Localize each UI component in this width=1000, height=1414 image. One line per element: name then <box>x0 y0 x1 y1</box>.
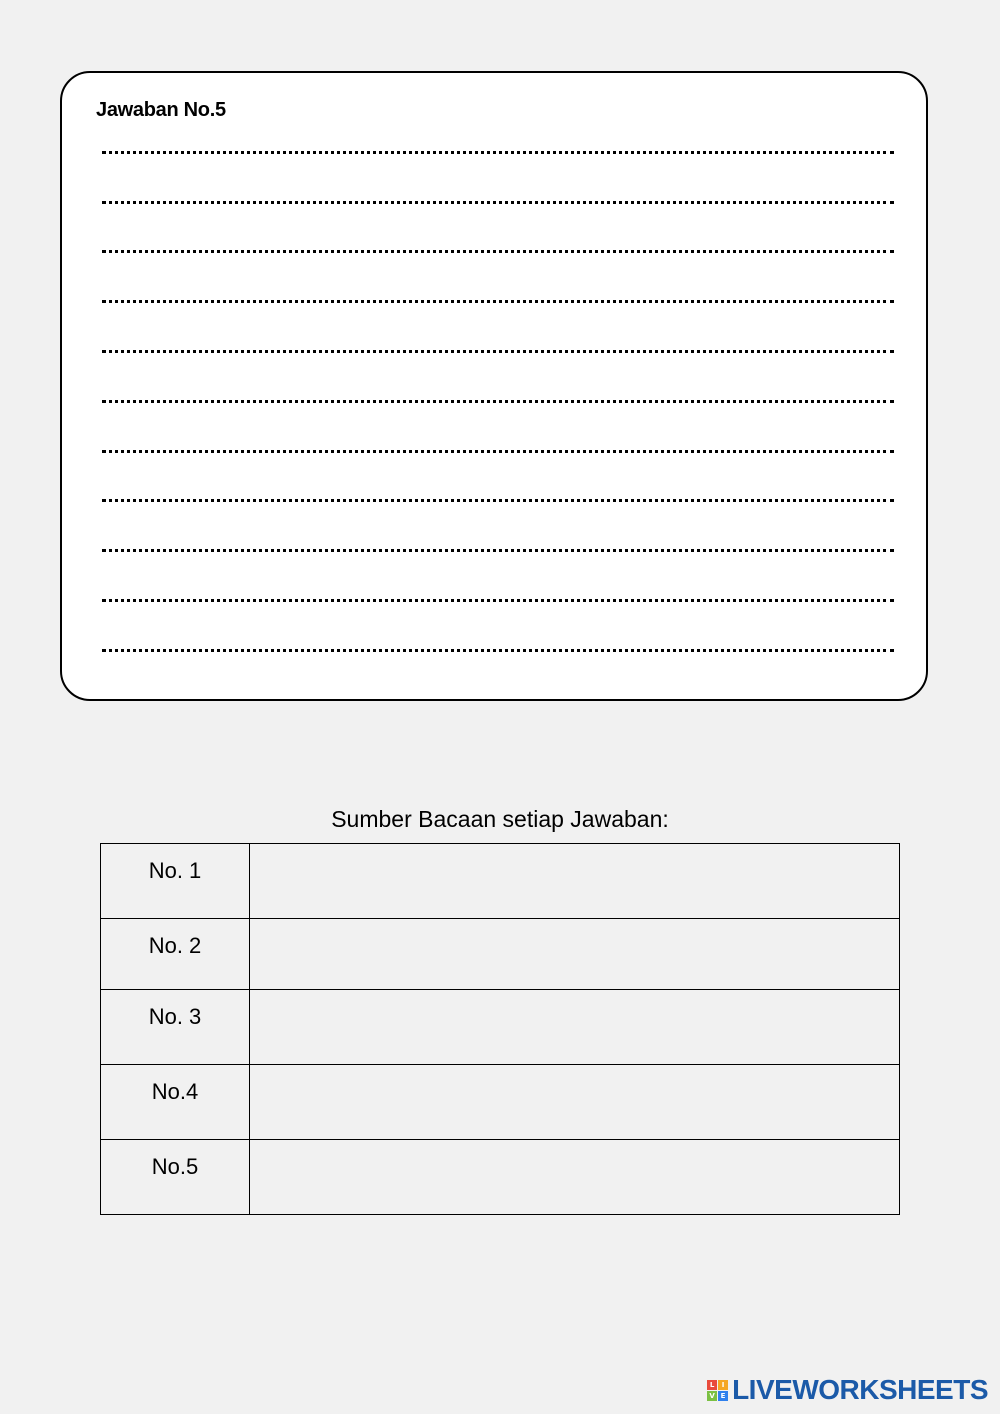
answer-line[interactable] <box>102 350 894 353</box>
source-input-cell[interactable] <box>250 990 900 1065</box>
answer-line[interactable] <box>102 599 894 602</box>
answer-line[interactable] <box>102 151 894 154</box>
logo-mark-e: E <box>718 1391 728 1401</box>
row-label: No.5 <box>101 1140 250 1215</box>
answer-title: Jawaban No.5 <box>96 99 226 121</box>
row-label: No. 3 <box>101 990 250 1065</box>
sources-title: Sumber Bacaan setiap Jawaban: <box>331 806 669 832</box>
answer-box <box>60 71 928 701</box>
source-input-cell[interactable] <box>250 919 900 990</box>
logo-text: LIVEWORKSHEETS <box>732 1374 988 1405</box>
row-label: No. 2 <box>101 919 250 990</box>
table-row <box>101 1140 900 1215</box>
logo-mark-v: V <box>707 1391 717 1401</box>
answer-line[interactable] <box>102 400 894 403</box>
source-input-cell[interactable] <box>250 1065 900 1140</box>
logo-mark-i: I <box>718 1380 728 1390</box>
row-label: No.4 <box>101 1065 250 1140</box>
sources-table <box>100 843 900 1215</box>
answer-line[interactable] <box>102 499 894 502</box>
source-input-cell[interactable] <box>250 1140 900 1215</box>
table-row <box>101 990 900 1065</box>
table-row <box>101 1065 900 1140</box>
source-input-cell[interactable] <box>250 844 900 919</box>
answer-line[interactable] <box>102 300 894 303</box>
table-row <box>101 844 900 919</box>
table-row <box>101 919 900 990</box>
logo-mark-icon <box>707 1380 728 1401</box>
row-label: No. 1 <box>101 844 250 919</box>
answer-line[interactable] <box>102 250 894 253</box>
answer-line[interactable] <box>102 649 894 652</box>
answer-line[interactable] <box>102 450 894 453</box>
liveworksheets-logo <box>707 1374 988 1406</box>
answer-line[interactable] <box>102 201 894 204</box>
answer-line[interactable] <box>102 549 894 552</box>
logo-mark-l: L <box>707 1380 717 1390</box>
